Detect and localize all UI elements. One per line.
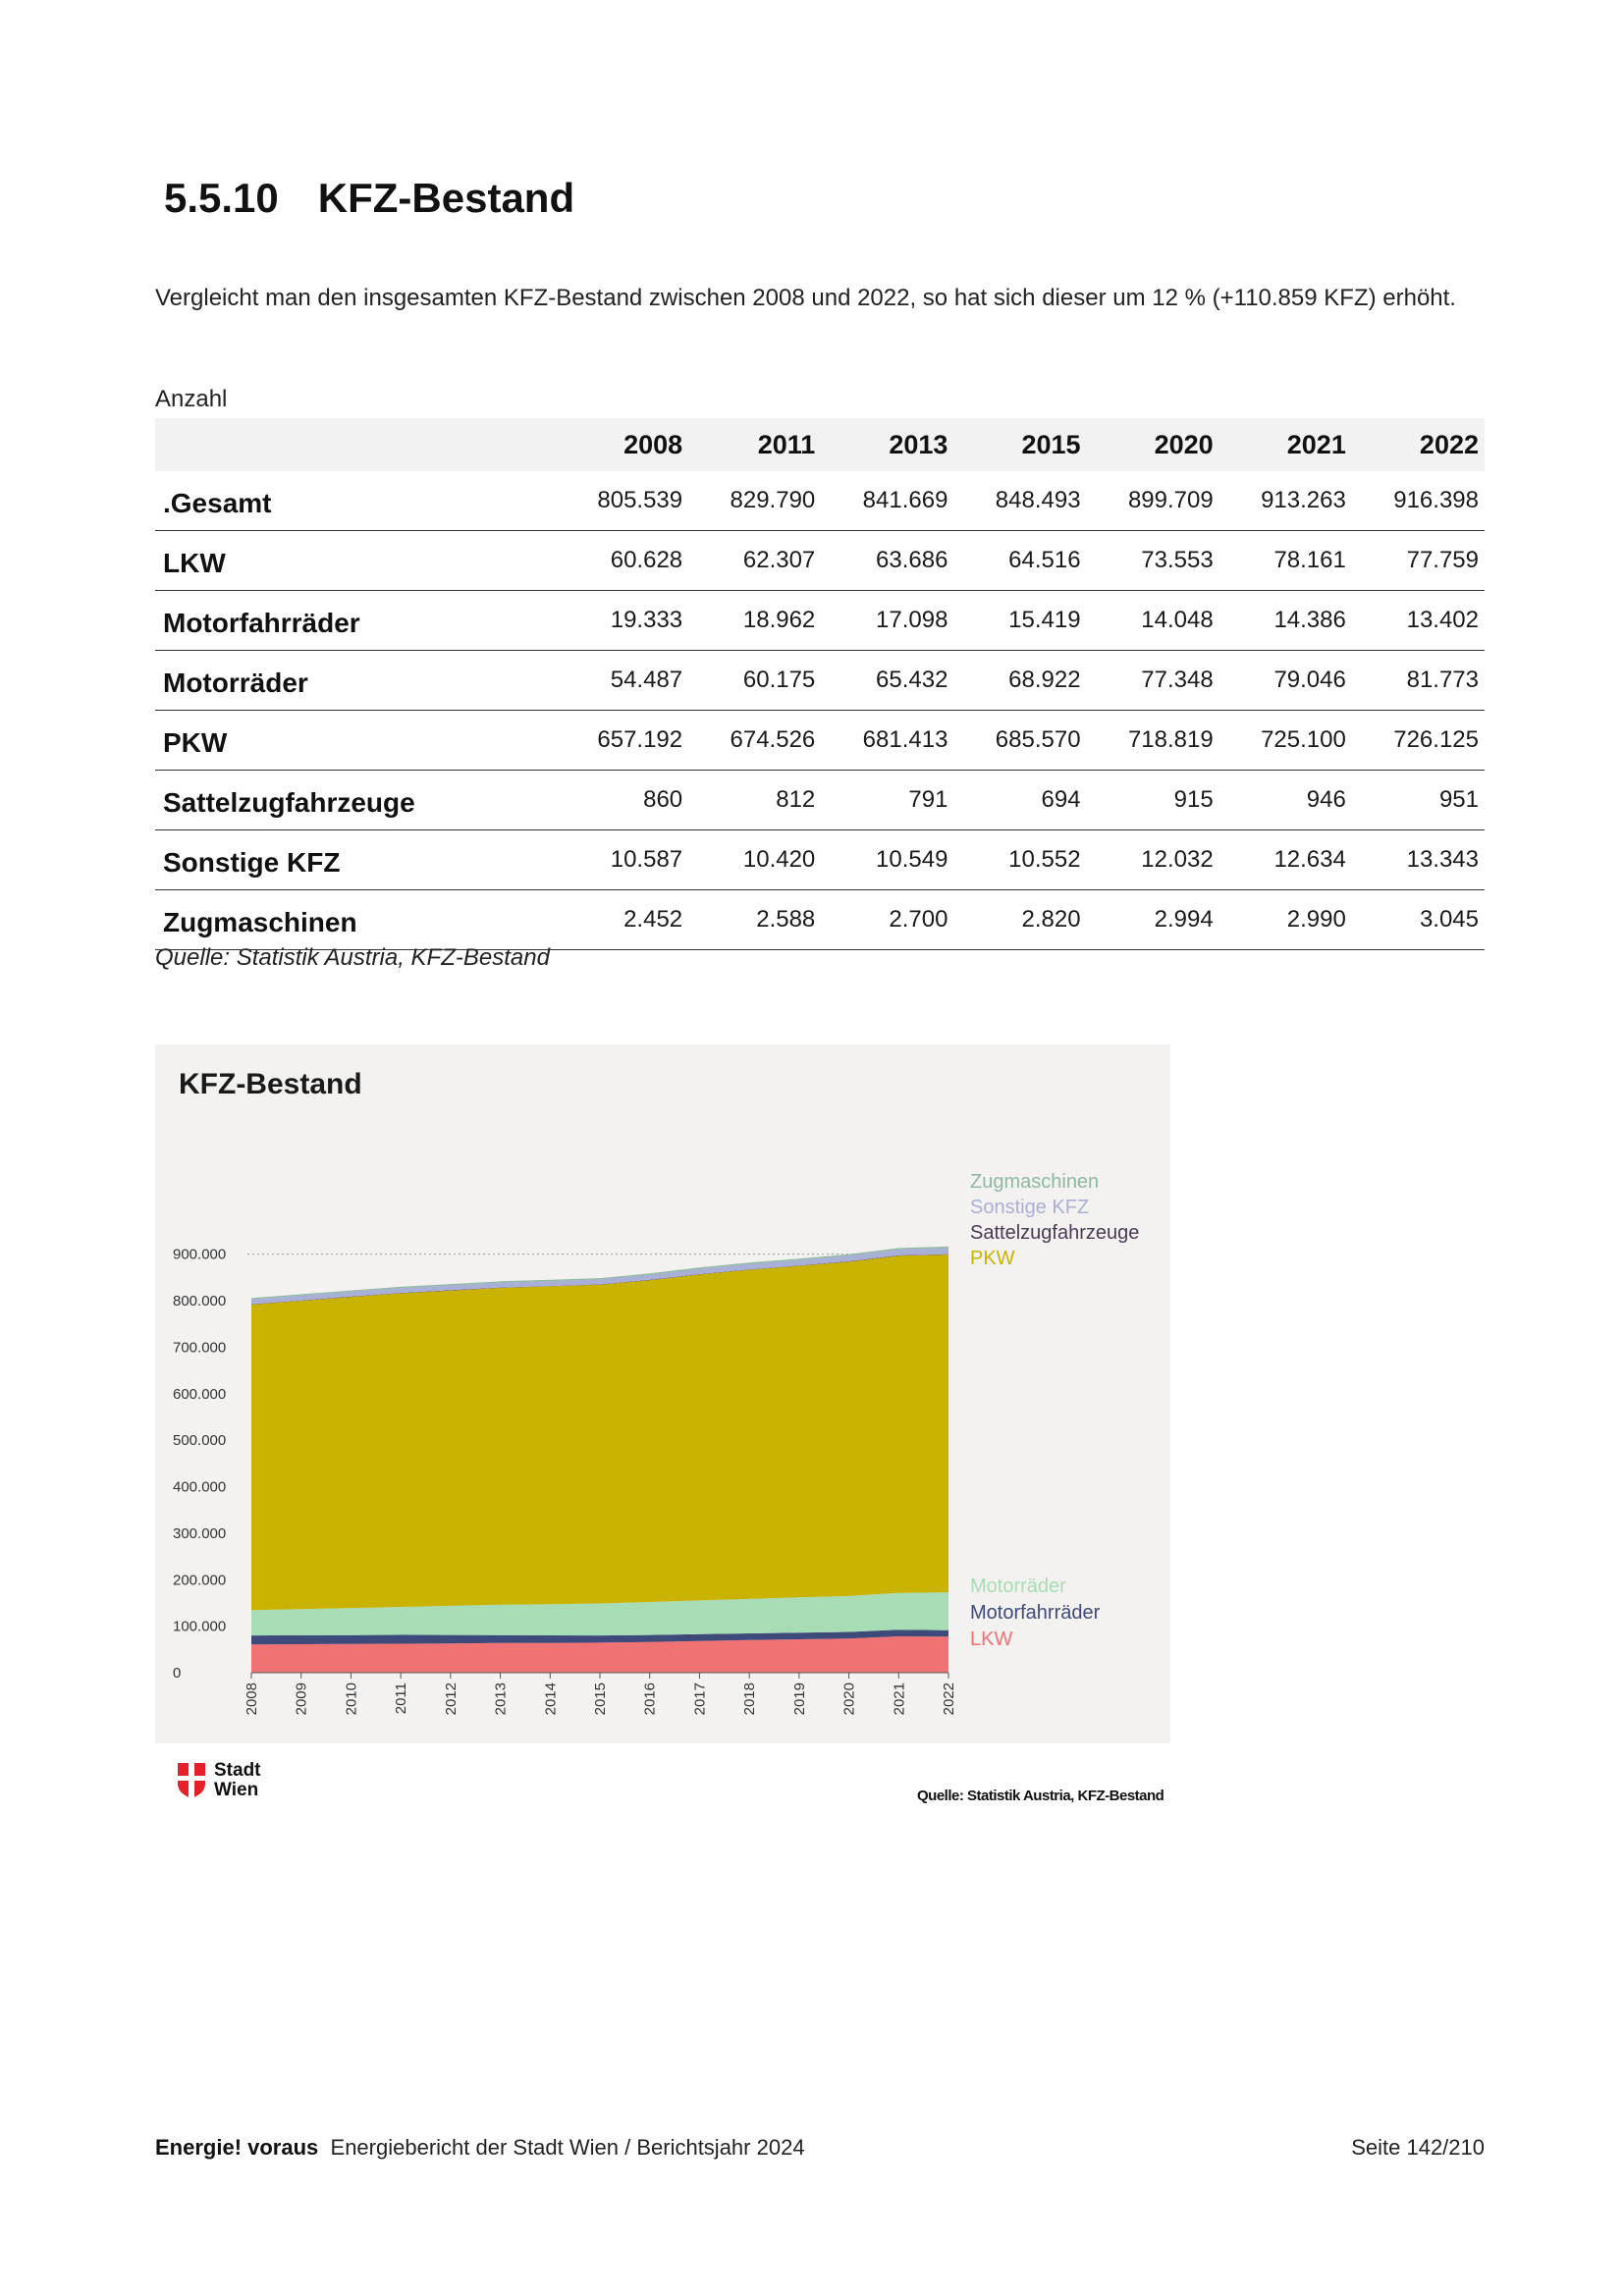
table-cell: 829.790 [688,471,821,531]
table-cell: 791 [821,771,953,830]
table-cell: 685.570 [953,711,1086,771]
table-cell: 64.516 [953,531,1086,591]
y-tick-label: 800.000 [173,1293,227,1310]
table-cell: 3.045 [1352,890,1485,950]
table-cell: 946 [1219,771,1352,830]
column-header: 2015 [1021,429,1081,459]
row-label: .Gesamt [155,471,556,531]
table-cell: 913.263 [1219,471,1352,531]
table-cell: 62.307 [688,531,821,591]
column-header: 2013 [889,429,948,459]
table-cell: 860 [556,771,688,830]
row-label: Sattelzugfahrzeuge [155,771,556,830]
table-cell: 725.100 [1219,711,1352,771]
table-cell: 60.628 [556,531,688,591]
page-footer [155,2135,1485,2161]
table-cell: 60.175 [688,651,821,711]
table-cell: 10.552 [953,830,1086,890]
table-cell: 19.333 [556,591,688,651]
table-cell: 841.669 [821,471,953,531]
table-row [155,711,1485,771]
table-cell: 12.032 [1087,830,1219,890]
table-row [155,471,1485,531]
table-row [155,890,1485,950]
x-tick-label: 2019 [790,1682,808,1716]
table-cell: 14.386 [1219,591,1352,651]
table-cell: 17.098 [821,591,953,651]
table-header-row [155,418,1485,471]
table-cell: 2.990 [1219,890,1352,950]
table-body [155,471,1485,950]
x-tick-label: 2018 [741,1682,759,1716]
table-row [155,531,1485,591]
row-label: PKW [155,711,556,771]
legend-entry: Sattelzugfahrzeuge [970,1222,1140,1244]
section-title: KFZ-Bestand [317,175,575,221]
table-cell: 78.161 [1219,531,1352,591]
table-cell: 13.402 [1352,591,1485,651]
table-cell: 674.526 [688,711,821,771]
column-header: 2022 [1419,429,1479,459]
x-tick-label: 2010 [343,1682,360,1716]
table-cell: 916.398 [1352,471,1485,531]
legend-entry: PKW [970,1248,1015,1269]
table-cell: 12.634 [1219,830,1352,890]
chart-source: Quelle: Statistik Austria, KFZ-Bestand [917,1788,1164,1804]
chart-panel [155,1044,1170,1743]
table-cell: 812 [688,771,821,830]
table-row [155,830,1485,890]
logo-text [214,1761,261,1800]
table-cell: 2.820 [953,890,1086,950]
table-cell: 2.994 [1087,890,1219,950]
table-cell: 79.046 [1219,651,1352,711]
x-tick-label: 2020 [840,1682,858,1716]
logo-line-1: Stadt [214,1760,261,1781]
table-cell: 10.587 [556,830,688,890]
y-tick-label: 400.000 [173,1478,227,1496]
table-cell: 899.709 [1087,471,1219,531]
table-cell: 726.125 [1352,711,1485,771]
table-row [155,771,1485,830]
table-cell: 73.553 [1087,531,1219,591]
table-unit-label: Anzahl [155,386,228,412]
x-tick-label: 2022 [941,1682,957,1716]
legend-entry: Motorfahrräder [970,1602,1101,1624]
table-source: Quelle: Statistik Austria, KFZ-Bestand [155,944,550,971]
kfz-table [155,418,1485,950]
x-tick-label: 2008 [244,1682,260,1716]
y-tick-label: 200.000 [173,1572,227,1589]
table-cell: 718.819 [1087,711,1219,771]
table-cell: 681.413 [821,711,953,771]
legend-entry: Motorräder [970,1575,1066,1597]
footer-brand: Energie! voraus [155,2135,319,2160]
stacked-area-chart [155,1044,1170,1743]
x-tick-label: 2009 [293,1682,310,1716]
table-cell: 54.487 [556,651,688,711]
footer-title: Energiebericht der Stadt Wien / Berichtsjahr 2024 [330,2135,805,2160]
table-cell: 10.420 [688,830,821,890]
table-cell: 2.588 [688,890,821,950]
table-row [155,591,1485,651]
table-cell: 10.549 [821,830,953,890]
y-tick-label: 900.000 [173,1246,227,1263]
table-cell: 63.686 [821,531,953,591]
table-cell: 81.773 [1352,651,1485,711]
column-header: 2021 [1286,429,1346,459]
footer-page-number: Seite 142/210 [1351,2135,1485,2160]
y-tick-label: 0 [173,1665,182,1682]
intro-paragraph: Vergleicht man den insgesamten KFZ-Bestand zwischen 2008 und 2022, so hat sich dieser um 12 % (+110.859 KFZ) erhöht. [155,285,1456,311]
table-corner [155,418,556,471]
y-tick-label: 700.000 [173,1339,227,1357]
column-header: 2008 [623,429,683,459]
row-label: Motorräder [155,651,556,711]
table-cell: 915 [1087,771,1219,830]
table-cell: 805.539 [556,471,688,531]
table-cell: 14.048 [1087,591,1219,651]
x-tick-label: 2016 [641,1682,659,1716]
section-number: 5.5.10 [164,175,279,221]
column-header: 2011 [757,429,816,459]
x-tick-label: 2014 [542,1682,560,1716]
chart-title: KFZ-Bestand [179,1068,362,1100]
table-cell: 68.922 [953,651,1086,711]
table-cell: 15.419 [953,591,1086,651]
table-cell: 65.432 [821,651,953,711]
row-label: Sonstige KFZ [155,830,556,890]
table-cell: 13.343 [1352,830,1485,890]
table-cell: 657.192 [556,711,688,771]
legend-entry: LKW [970,1629,1013,1650]
table-cell: 18.962 [688,591,821,651]
section-heading [164,175,574,222]
area-pkw [251,1255,948,1610]
y-tick-label: 600.000 [173,1385,227,1403]
x-tick-label: 2021 [891,1682,908,1716]
stadt-wien-logo [177,1761,261,1800]
table-row [155,651,1485,711]
x-tick-label: 2015 [592,1682,609,1716]
row-label: LKW [155,531,556,591]
x-tick-label: 2013 [492,1682,510,1716]
y-tick-label: 300.000 [173,1524,227,1542]
table-cell: 848.493 [953,471,1086,531]
x-tick-label: 2012 [442,1682,460,1716]
table-cell: 951 [1352,771,1485,830]
table-cell: 77.348 [1087,651,1219,711]
y-tick-label: 100.000 [173,1618,227,1635]
row-label: Motorfahrräder [155,591,556,651]
x-tick-label: 2011 [393,1682,410,1715]
row-label: Zugmaschinen [155,890,556,950]
table-cell: 77.759 [1352,531,1485,591]
legend-entry: Zugmaschinen [970,1171,1100,1193]
x-tick-label: 2017 [691,1682,709,1716]
table-cell: 2.452 [556,890,688,950]
footer-left [155,2135,805,2161]
vienna-shield-icon [177,1762,206,1799]
logo-line-2: Wien [214,1780,259,1800]
table-cell: 2.700 [821,890,953,950]
legend-entry: Sonstige KFZ [970,1197,1090,1218]
table-cell: 694 [953,771,1086,830]
column-header: 2020 [1154,429,1214,459]
y-tick-label: 500.000 [173,1432,227,1450]
